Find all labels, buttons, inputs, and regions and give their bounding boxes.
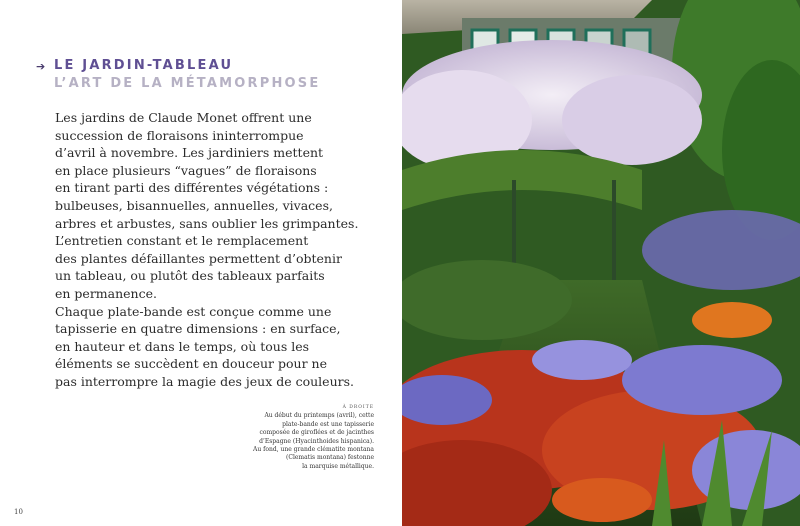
body-line: en permanence. [55, 285, 157, 301]
body-line: en place plusieurs “vagues” de floraisons [55, 162, 317, 178]
caption-label: À DROITE [342, 405, 374, 410]
garden-photo [402, 0, 800, 526]
caption-line: plate-bande est une tapisserie [282, 420, 374, 428]
body-line: tapisserie en quatre dimensions : en surface, [55, 321, 341, 337]
caption-line: (Clematis montana) festonne [286, 454, 374, 462]
body-line: L’entretien constant et le remplacement [55, 233, 309, 249]
body-text [55, 109, 359, 391]
body-line: en tirant parti des différentes végétations : [55, 180, 329, 196]
caption-line: la marquise métallique. [302, 462, 374, 470]
caption-line: Au fond, une grande clématite montana [253, 446, 374, 454]
body-line: pas interrompre la magie des jeux de couleurs. [55, 373, 354, 389]
body-line: Les jardins de Claude Monet offrent une [55, 110, 312, 125]
body-line: arbres et arbustes, sans oublier les grimpantes. [55, 215, 359, 231]
body-line: d’avril à novembre. Les jardiniers mettent [55, 145, 324, 161]
page-subtitle: L’ART DE LA MÉTAMORPHOSE [54, 76, 321, 91]
body-line: Chaque plate-bande est conçue comme une [55, 303, 332, 319]
caption-line: composée de giroflées et de jacinthes [259, 429, 374, 437]
body-line: des plantes défaillantes permettent d’obtenir [55, 250, 342, 266]
body-line: en hauteur et dans le temps, où tous les [55, 338, 310, 354]
body-line: succession de floraisons ininterrompue [55, 127, 304, 143]
body-line: un tableau, ou plutôt des tableaux parfaits [55, 268, 325, 284]
arrow-right-icon: ➔ [36, 60, 46, 73]
caption-line: d’Espagne (Hyacinthoides hispanica). [259, 437, 374, 445]
caption-line: Au début du printemps (avril), cette [264, 412, 374, 420]
body-line: éléments se succèdent en douceur pour ne [55, 356, 327, 372]
body-line: bulbeuses, bisannuelles, annuelles, vivaces, [55, 197, 333, 213]
page-title: LE JARDIN-TABLEAU [54, 58, 234, 73]
garden-photo-illustration [402, 0, 800, 526]
page-number: 10 [14, 508, 23, 516]
photo-caption [234, 404, 374, 471]
